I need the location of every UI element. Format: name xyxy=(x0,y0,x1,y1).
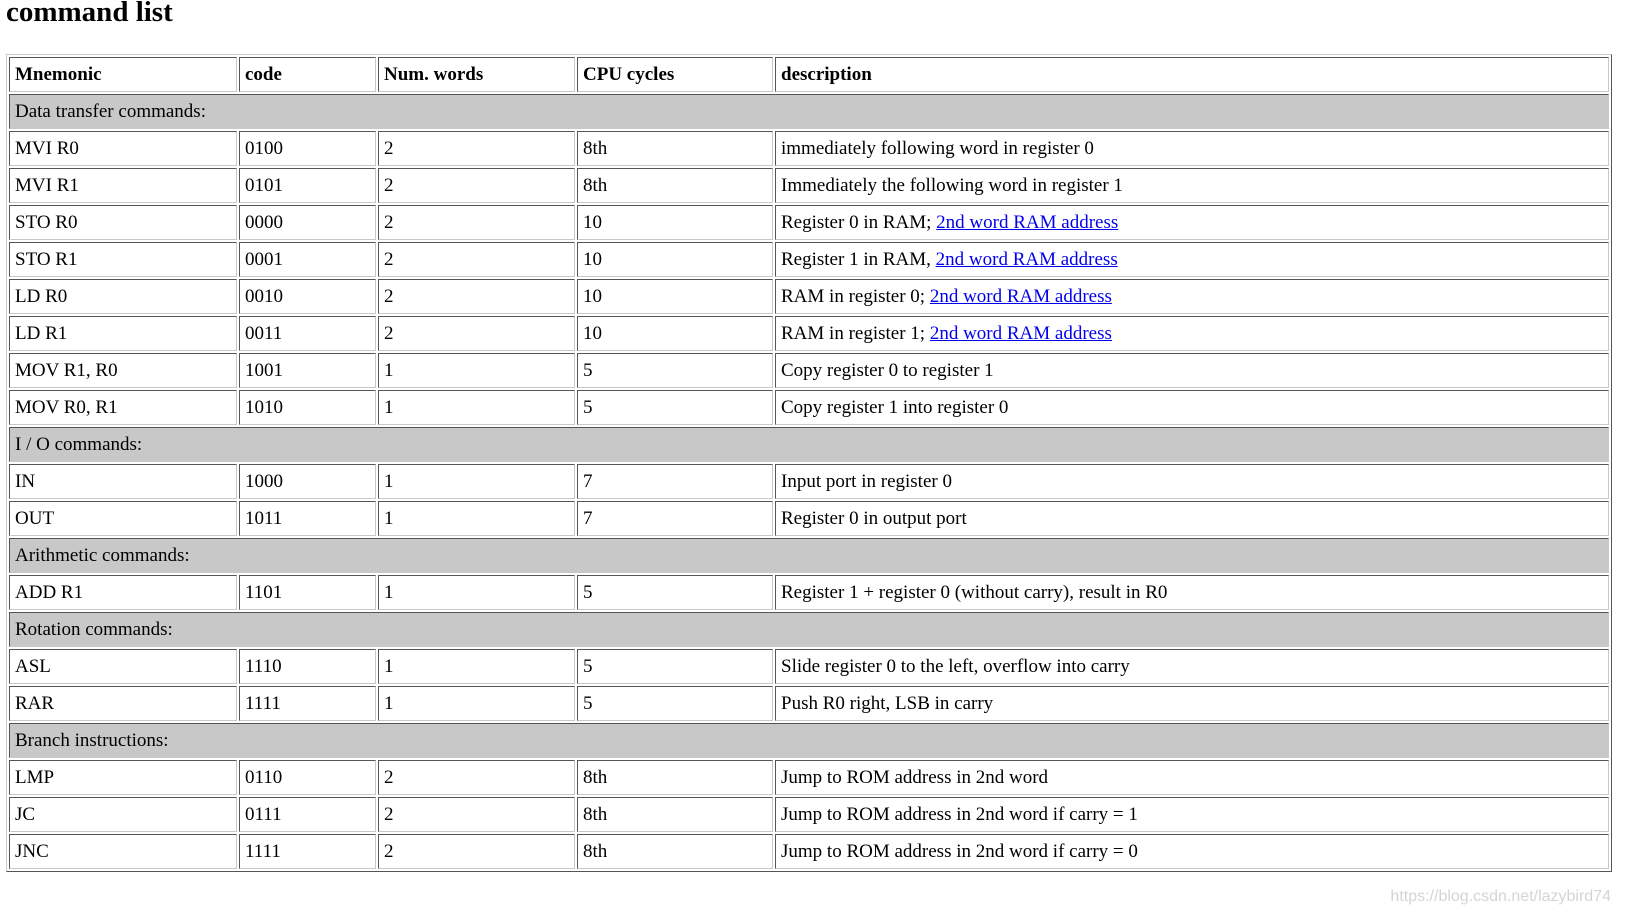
cell-num-words: 1 xyxy=(378,353,575,388)
table-row xyxy=(9,686,1609,721)
table-row xyxy=(9,205,1609,240)
cell-description: Push R0 right, LSB in carry xyxy=(775,686,1609,721)
cell-num-words: 1 xyxy=(378,575,575,610)
cell-num-words: 1 xyxy=(378,649,575,684)
cell-code: 0011 xyxy=(239,316,376,351)
page-title: command list xyxy=(6,0,173,28)
cell-mnemonic: MVI R1 xyxy=(9,168,237,203)
cell-num-words: 2 xyxy=(378,797,575,832)
cell-code: 0001 xyxy=(239,242,376,277)
table-row xyxy=(9,464,1609,499)
cell-num-words: 2 xyxy=(378,316,575,351)
section-title: Data transfer commands: xyxy=(9,94,1609,129)
cell-num-words: 1 xyxy=(378,501,575,536)
cell-mnemonic: MOV R0, R1 xyxy=(9,390,237,425)
cell-num-words: 2 xyxy=(378,242,575,277)
cell-cpu-cycles: 7 xyxy=(577,501,773,536)
cell-num-words: 2 xyxy=(378,168,575,203)
cell-mnemonic: STO R1 xyxy=(9,242,237,277)
cell-code: 1101 xyxy=(239,575,376,610)
cell-code: 0101 xyxy=(239,168,376,203)
cell-num-words: 2 xyxy=(378,131,575,166)
header-row xyxy=(9,57,1609,92)
cell-description: Immediately the following word in register 1 xyxy=(775,168,1609,203)
cell-cpu-cycles: 8th xyxy=(577,131,773,166)
cell-code: 1001 xyxy=(239,353,376,388)
cell-description: immediately following word in register 0 xyxy=(775,131,1609,166)
cell-code: 1111 xyxy=(239,686,376,721)
cell-mnemonic: RAR xyxy=(9,686,237,721)
cell-cpu-cycles: 5 xyxy=(577,575,773,610)
table-row xyxy=(9,168,1609,203)
watermark: https://blog.csdn.net/lazybird74 xyxy=(1390,888,1611,905)
cell-mnemonic: LD R1 xyxy=(9,316,237,351)
section-row xyxy=(9,427,1609,462)
cell-description: Jump to ROM address in 2nd word xyxy=(775,760,1609,795)
cell-cpu-cycles: 8th xyxy=(577,797,773,832)
cell-cpu-cycles: 10 xyxy=(577,316,773,351)
table-row xyxy=(9,501,1609,536)
cell-cpu-cycles: 5 xyxy=(577,686,773,721)
cell-mnemonic: ASL xyxy=(9,649,237,684)
cell-mnemonic: JC xyxy=(9,797,237,832)
cell-mnemonic: MVI R0 xyxy=(9,131,237,166)
section-row xyxy=(9,612,1609,647)
section-row xyxy=(9,538,1609,573)
table-row xyxy=(9,242,1609,277)
description-text: RAM in register 0; xyxy=(781,285,930,307)
cell-code: 1110 xyxy=(239,649,376,684)
cell-num-words: 2 xyxy=(378,760,575,795)
ram-address-link[interactable]: 2nd word RAM address xyxy=(929,322,1112,344)
cell-cpu-cycles: 10 xyxy=(577,242,773,277)
header-description: description xyxy=(775,57,1609,92)
cell-description xyxy=(775,205,1609,240)
cell-description: Slide register 0 to the left, overflow into carry xyxy=(775,649,1609,684)
cell-num-words: 1 xyxy=(378,390,575,425)
cell-code: 0100 xyxy=(239,131,376,166)
cell-mnemonic: IN xyxy=(9,464,237,499)
cell-mnemonic: LMP xyxy=(9,760,237,795)
cell-code: 1010 xyxy=(239,390,376,425)
cell-description: Copy register 0 to register 1 xyxy=(775,353,1609,388)
header-cpu-cycles: CPU cycles xyxy=(577,57,773,92)
cell-mnemonic: OUT xyxy=(9,501,237,536)
section-title: Rotation commands: xyxy=(9,612,1609,647)
header-num-words: Num. words xyxy=(378,57,575,92)
cell-num-words: 1 xyxy=(378,464,575,499)
section-row xyxy=(9,94,1609,129)
cell-mnemonic: STO R0 xyxy=(9,205,237,240)
cell-code: 0111 xyxy=(239,797,376,832)
cell-description: Jump to ROM address in 2nd word if carry = 0 xyxy=(775,834,1609,869)
cell-num-words: 2 xyxy=(378,834,575,869)
section-row xyxy=(9,723,1609,758)
cell-cpu-cycles: 5 xyxy=(577,390,773,425)
cell-num-words: 1 xyxy=(378,686,575,721)
cell-cpu-cycles: 7 xyxy=(577,464,773,499)
cell-description: Copy register 1 into register 0 xyxy=(775,390,1609,425)
cell-cpu-cycles: 5 xyxy=(577,649,773,684)
section-title: Arithmetic commands: xyxy=(9,538,1609,573)
cell-description: Input port in register 0 xyxy=(775,464,1609,499)
cell-num-words: 2 xyxy=(378,279,575,314)
cell-code: 1111 xyxy=(239,834,376,869)
cell-code: 1011 xyxy=(239,501,376,536)
table-row xyxy=(9,279,1609,314)
header-mnemonic: Mnemonic xyxy=(9,57,237,92)
ram-address-link[interactable]: 2nd word RAM address xyxy=(935,248,1118,270)
cell-description: Register 0 in output port xyxy=(775,501,1609,536)
table-row xyxy=(9,575,1609,610)
table-row xyxy=(9,760,1609,795)
section-title: Branch instructions: xyxy=(9,723,1609,758)
cell-cpu-cycles: 8th xyxy=(577,168,773,203)
table-row xyxy=(9,649,1609,684)
cell-description: Jump to ROM address in 2nd word if carry = 1 xyxy=(775,797,1609,832)
cell-description xyxy=(775,242,1609,277)
cell-mnemonic: LD R0 xyxy=(9,279,237,314)
table-row xyxy=(9,390,1609,425)
cell-cpu-cycles: 8th xyxy=(577,760,773,795)
cell-mnemonic: JNC xyxy=(9,834,237,869)
description-text: Register 1 in RAM, xyxy=(781,248,936,270)
ram-address-link[interactable]: 2nd word RAM address xyxy=(929,285,1112,307)
section-title: I / O commands: xyxy=(9,427,1609,462)
cell-code: 1000 xyxy=(239,464,376,499)
cell-cpu-cycles: 8th xyxy=(577,834,773,869)
cell-cpu-cycles: 10 xyxy=(577,279,773,314)
description-text: RAM in register 1; xyxy=(781,322,930,344)
command-table xyxy=(6,54,1612,872)
table-row xyxy=(9,353,1609,388)
table-row xyxy=(9,131,1609,166)
cell-mnemonic: MOV R1, R0 xyxy=(9,353,237,388)
cell-description xyxy=(775,316,1609,351)
description-text: Register 0 in RAM; xyxy=(781,211,937,233)
cell-description xyxy=(775,279,1609,314)
ram-address-link[interactable]: 2nd word RAM address xyxy=(936,211,1119,233)
cell-description: Register 1 + register 0 (without carry), result in R0 xyxy=(775,575,1609,610)
cell-mnemonic: ADD R1 xyxy=(9,575,237,610)
cell-code: 0010 xyxy=(239,279,376,314)
cell-code: 0000 xyxy=(239,205,376,240)
table-row xyxy=(9,797,1609,832)
cell-cpu-cycles: 5 xyxy=(577,353,773,388)
table-row xyxy=(9,834,1609,869)
cell-code: 0110 xyxy=(239,760,376,795)
cell-cpu-cycles: 10 xyxy=(577,205,773,240)
table-row xyxy=(9,316,1609,351)
header-code: code xyxy=(239,57,376,92)
cell-num-words: 2 xyxy=(378,205,575,240)
